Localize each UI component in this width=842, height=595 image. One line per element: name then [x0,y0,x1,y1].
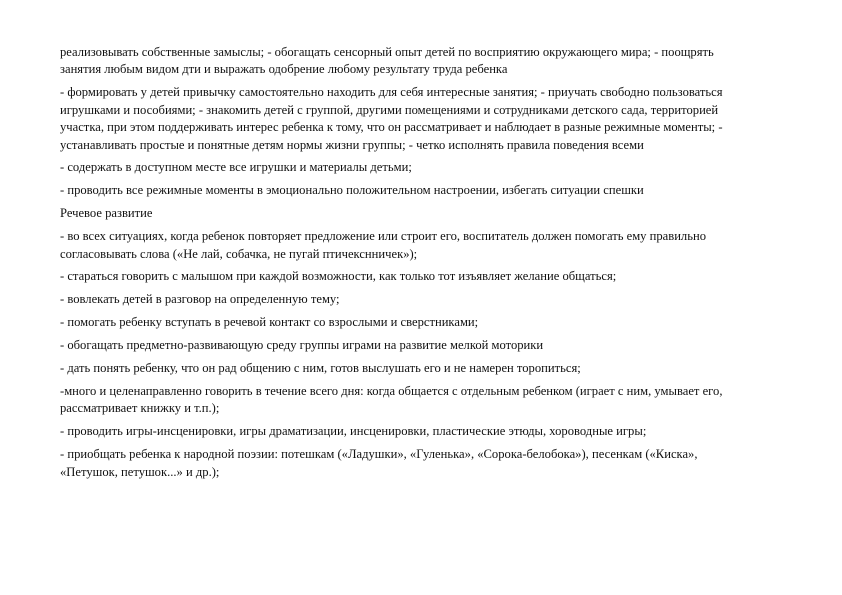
text-line: рассматривает книжку и т.п.); [60,401,220,416]
text-line: занятия любым видом дти и выражать одобрение любому результату труда ребенка [60,62,508,77]
text-line: - во всех ситуациях, когда ребенок повторяет предложение или строит его, воспитатель должен помогать ему правильно [60,229,706,244]
paragraph-folk-poetry [60,446,800,481]
text-line: - помогать ребенку вступать в речевой контакт со взрослыми и сверстниками; [60,315,479,330]
paragraph-creative-ideas [60,44,800,79]
text-line: игрушками и пособиями; - знакомить детей с группой, другими помещениями и сотрудниками детского сада, территорией [60,102,719,117]
text-line: - приобщать ребенка к народной поэзии: потешкам («Ладушки», «Гуленька», «Сорока-белобока»), песенкам («Киска», [60,447,698,462]
text-line: - вовлекать детей в разговор на определенную тему; [60,292,340,307]
paragraph-fine-motor [60,337,800,354]
text-line: - проводить все режимные моменты в эмоционально положительном настроении, избегать ситуации спешки [60,183,644,198]
paragraph-glad-to-talk [60,360,800,377]
text-line: - содержать в доступном месте все игрушки и материалы детьми; [60,160,412,175]
paragraph-speech-contact [60,314,800,331]
text-line: - проводить игры-инсценировки, игры драматизации, инсценировки, пластические этюды, хороводные игры; [60,424,647,439]
paragraph-talk-with-child [60,268,800,285]
text-line: устанавливать простые и понятные детям нормы жизни группы; - четко исполнять правила поведения всеми [60,137,644,152]
paragraph-toys-accessible [60,159,800,176]
document-page [60,44,800,487]
paragraph-word-agreement [60,228,800,263]
text-line: согласовывать слова («Не лай, собачка, не пугай птичекснничек»); [60,246,418,261]
text-line: - обогащать предметно-развивающую среду группы играми на развитие мелкой моторики [60,338,544,353]
paragraph-talk-all-day [60,383,800,418]
text-line: участка, при этом поддерживать интерес ребенка к тому, что он рассматривает и наблюдает в разные режимные моменты; - [60,120,723,135]
section-heading-speech-development [60,205,800,222]
text-line: - стараться говорить с малышом при каждой возможности, как только тот изъявляет желание общаться; [60,269,617,284]
text-line: реализовывать собственные замыслы; - обогащать сенсорный опыт детей по восприятию окружающего мира; - поощрять [60,45,714,59]
paragraph-routine-moments [60,182,800,199]
text-line: «Петушок, петушок...» и др.); [60,464,220,479]
text-line: - дать понять ребенку, что он рад общению с ним, готов выслушать его и не намерен торопиться; [60,361,581,376]
text-line: -много и целенаправленно говорить в течение всего дня: когда общается с отдельным ребенком (играет с ним, умывает его, [60,384,723,398]
paragraph-independent-activities [60,84,800,154]
text-line: - формировать у детей привычку самостоятельно находить для себя интересные занятия; - приучать свободно пользоваться [60,85,723,100]
section-heading: Речевое развитие [60,206,153,221]
paragraph-dramatization-games [60,423,800,440]
paragraph-involve-conversation [60,291,800,308]
